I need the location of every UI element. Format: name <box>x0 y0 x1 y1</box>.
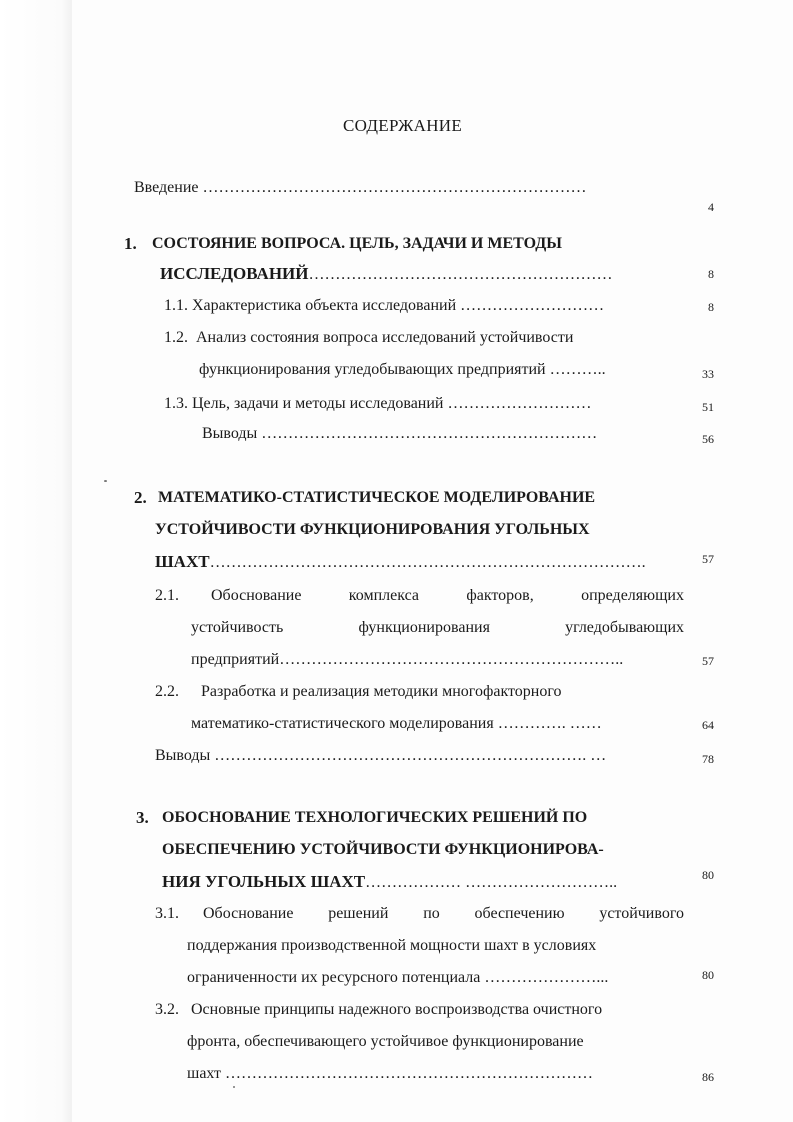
toc-entry-intro[interactable] <box>134 178 587 198</box>
toc-entry-label: Цель, задачи и методы исследований ……………………… <box>192 395 592 412</box>
toc-entry-3-1[interactable] <box>203 904 684 924</box>
page-edge <box>0 0 72 1122</box>
heading-line: НИЯ УГОЛЬНЫХ ШАХТ <box>162 872 366 891</box>
toc-entry-1-2-number: 1.2. <box>164 329 188 346</box>
word: обеспечению <box>474 905 565 922</box>
toc-entry-2-2[interactable] <box>201 682 684 702</box>
word: угледобывающих <box>565 619 684 636</box>
scan-speck <box>233 1086 235 1088</box>
heading-line: ОБЕСПЕЧЕНИЮ УСТОЙЧИВОСТИ ФУНКЦИОНИРОВА- <box>162 841 604 858</box>
toc-page-number: 86 <box>702 1070 714 1084</box>
toc-leader-dots: ……………… ……………………….. <box>365 874 618 891</box>
toc-section-3-number: 3. <box>136 808 149 827</box>
toc-page-number: 78 <box>702 752 714 766</box>
toc-entry-label: Характеристика объекта исследований ……………………… <box>192 297 605 314</box>
word: функционирования <box>358 619 490 636</box>
toc-page-number: 80 <box>702 868 714 882</box>
heading-line: СОСТОЯНИЕ ВОПРОСА. ЦЕЛЬ, ЗАДАЧИ И МЕТОДЫ <box>152 235 562 252</box>
page-title: СОДЕРЖАНИЕ <box>343 116 463 135</box>
toc-entry-3-1-end[interactable]: ограниченности их ресурсного потенциала …………………... <box>187 969 609 986</box>
toc-entry-number: 1.3. <box>164 395 188 412</box>
toc-section-2-heading-cont[interactable] <box>155 520 684 540</box>
toc-entry-1-3[interactable] <box>164 394 591 414</box>
toc-leader-dots: ……………………………………………………………… <box>202 179 587 196</box>
toc-entry-2-1-end[interactable]: предприятий……………………………………………………….. <box>191 651 624 668</box>
toc-page-number: 33 <box>702 367 714 381</box>
toc-page-number: 51 <box>702 400 714 414</box>
toc-entry-1-1[interactable] <box>164 296 604 316</box>
word: устойчивого <box>599 905 684 922</box>
word: комплекса <box>348 587 419 604</box>
toc-page-number: 80 <box>702 968 714 982</box>
toc-entry-3-2-cont[interactable] <box>187 1032 684 1052</box>
scan-speck <box>104 480 107 482</box>
toc-page-number: 64 <box>702 718 714 732</box>
toc-page-number: 8 <box>708 300 714 314</box>
word: факторов, <box>466 587 534 604</box>
word: по <box>423 905 440 922</box>
toc-section-3-heading-end[interactable] <box>162 872 617 893</box>
toc-entry-label: Основные принципы надежного воспроизводства очистного <box>191 1001 603 1018</box>
toc-entry-3-2-number: 3.2. <box>155 1001 179 1018</box>
toc-entry-2-2-cont[interactable]: математико-статистического моделирования …………. …… <box>191 715 602 732</box>
heading-line: ИССЛЕДОВАНИЙ <box>160 264 309 283</box>
toc-entry-2-conclusions[interactable]: Выводы ……………………………………………………………. … <box>155 747 607 764</box>
toc-section-2-number: 2. <box>134 488 147 507</box>
toc-page-number: 56 <box>702 432 714 446</box>
toc-entry-label: Введение <box>134 179 199 196</box>
toc-entry-3-2[interactable] <box>191 1000 684 1020</box>
toc-entry-3-2-end[interactable]: шахт …………………………………………………………… <box>187 1065 594 1082</box>
toc-entry-3-1-cont[interactable] <box>187 936 684 956</box>
toc-entry-1-2-cont[interactable]: функционирования угледобывающих предприятий ……….. <box>199 361 606 378</box>
toc-entry-label: Разработка и реализация методики многофакторного <box>201 683 562 700</box>
toc-entry-1-conclusions[interactable]: Выводы ……………………………………………………… <box>202 425 598 442</box>
toc-page-number: 4 <box>708 200 714 214</box>
toc-page-number: 8 <box>708 267 714 281</box>
toc-section-3-heading-cont[interactable] <box>162 840 684 860</box>
toc-section-2-heading[interactable] <box>158 488 684 508</box>
heading-line: МАТЕМАТИКО-СТАТИСТИЧЕСКОЕ МОДЕЛИРОВАНИЕ <box>158 489 596 506</box>
toc-entry-2-1-cont[interactable] <box>191 618 684 638</box>
toc-section-1-heading[interactable] <box>152 234 684 254</box>
toc-entry-label: Анализ состояния вопроса исследований устойчивости <box>196 329 574 346</box>
word: решений <box>328 905 389 922</box>
toc-entry-2-2-number: 2.2. <box>155 683 179 700</box>
heading-line: ШАХТ <box>155 552 210 571</box>
toc-section-1-heading-cont[interactable] <box>160 264 613 285</box>
toc-section-2-heading-end[interactable] <box>155 552 646 573</box>
word: Обоснование <box>211 587 302 604</box>
word: Обоснование <box>203 905 294 922</box>
toc-entry-label: фронта, обеспечивающего устойчивое функционирование <box>187 1033 584 1050</box>
toc-entry-3-1-number: 3.1. <box>155 905 179 922</box>
toc-entry-2-1[interactable] <box>211 586 684 606</box>
toc-entry-1-2[interactable] <box>196 328 684 348</box>
toc-section-3-heading[interactable] <box>162 808 684 828</box>
word: устойчивость <box>191 619 284 636</box>
toc-leader-dots: ………………………………………………… <box>308 266 613 283</box>
heading-line: УСТОЙЧИВОСТИ ФУНКЦИОНИРОВАНИЯ УГОЛЬНЫХ <box>155 521 590 538</box>
toc-entry-number: 1.1. <box>164 297 188 314</box>
toc-section-1-number: 1. <box>124 234 137 253</box>
heading-line: ОБОСНОВАНИЕ ТЕХНОЛОГИЧЕСКИХ РЕШЕНИЙ ПО <box>162 809 588 826</box>
word: определяющих <box>581 587 684 604</box>
toc-page-number: 57 <box>702 552 714 566</box>
toc-entry-2-1-number: 2.1. <box>155 587 179 604</box>
toc-entry-label: поддержания производственной мощности шахт в условиях <box>187 937 597 954</box>
toc-page-number: 57 <box>702 654 714 668</box>
toc-leader-dots: ………………………………………………………………………. <box>209 554 646 571</box>
